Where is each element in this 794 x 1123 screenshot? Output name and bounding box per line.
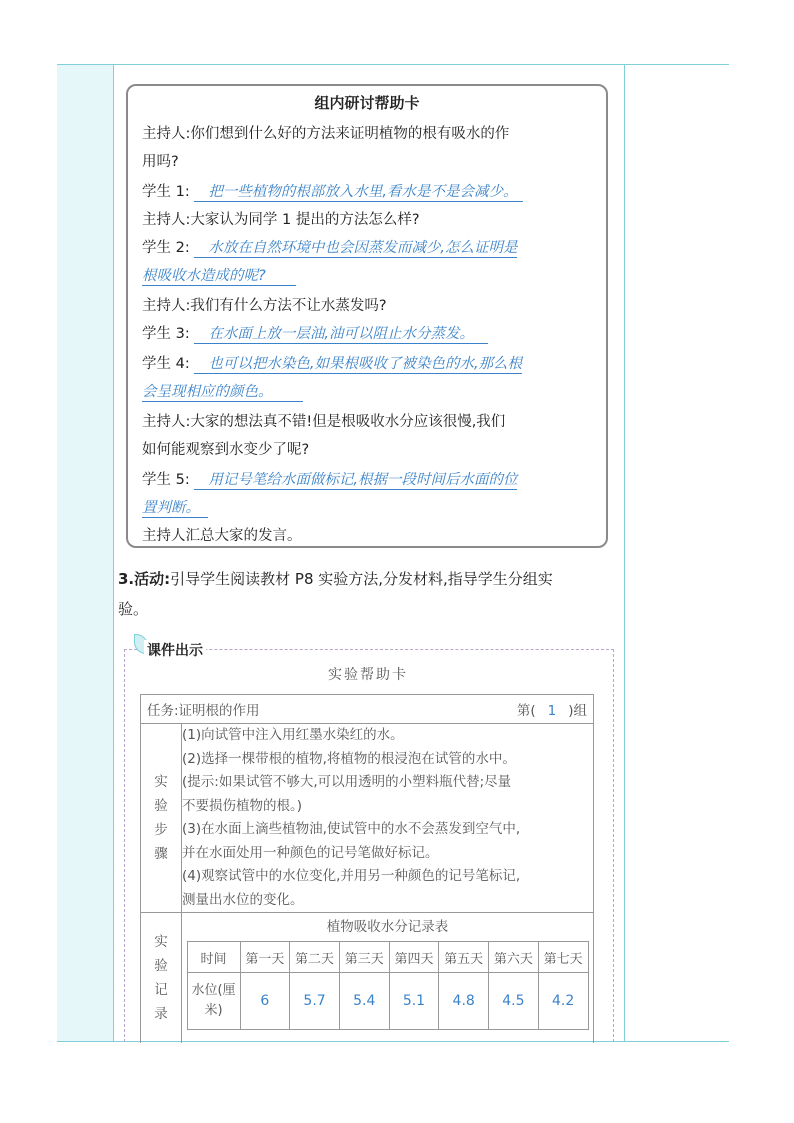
host-line-1b: 用吗? — [142, 154, 179, 170]
value-cell: 5.7 — [290, 973, 340, 1030]
header-cell: 时间 — [187, 942, 240, 973]
task-text: 任务:证明根的作用 — [147, 703, 260, 719]
activity-line-2: 验。 — [118, 600, 149, 618]
step-line: (2)选择一棵带根的植物,将植物的根浸泡在试管的水中。 — [182, 750, 516, 767]
group-number: 1 — [547, 703, 557, 719]
student-1-label: 学生 1: — [142, 184, 190, 200]
student-2-line-b — [142, 264, 296, 285]
activity-number: 3. — [118, 570, 135, 588]
student-3-answer: 在水面上放一层油,油可以阻止水分蒸发。 — [194, 326, 488, 344]
student-2-answer-b: 根吸收水造成的呢? — [142, 268, 296, 286]
row-label: 水位(厘米) — [187, 973, 240, 1030]
step-line: (1)向试管中注入用红墨水染红的水。 — [182, 727, 404, 743]
student-2-line — [142, 236, 517, 257]
student-4-line-b — [142, 380, 303, 401]
student-5-answer-b: 置判断。 — [142, 500, 208, 518]
value-cell: 4.2 — [538, 973, 588, 1030]
activity-label: 活动: — [134, 570, 171, 588]
value-cell: 4.8 — [439, 973, 489, 1030]
student-4-line — [142, 352, 522, 373]
header-cell: 第六天 — [489, 942, 539, 973]
student-4-label: 学生 4: — [142, 356, 190, 372]
left-divider — [113, 65, 114, 1041]
value-cell: 5.1 — [389, 973, 439, 1030]
host-line-1a: 主持人:你们想到什么好的方法来证明植物的根有吸水的作 — [142, 126, 510, 142]
activity-text-a: 引导学生阅读教材 P8 实验方法,分发材料,指导学生分组实 — [170, 570, 553, 588]
header-cell: 第五天 — [439, 942, 489, 973]
header-cell: 第二天 — [290, 942, 340, 973]
student-5-answer-a: 用记号笔给水面做标记,根据一段时间后水面的位 — [194, 472, 517, 490]
student-5-line — [142, 468, 517, 489]
table-top-border — [57, 64, 729, 65]
student-3-line — [142, 322, 488, 343]
activity-line-1 — [118, 568, 553, 589]
student-4-answer-a: 也可以把水染色,如果根吸收了被染色的水,那么根 — [194, 356, 522, 374]
host-line-3: 主持人:我们有什么方法不让水蒸发吗? — [142, 298, 387, 314]
host-line-4a: 主持人:大家的想法真不错!但是根吸收水分应该很慢,我们 — [142, 414, 506, 430]
experiment-card-table — [140, 694, 594, 1043]
record-header-row — [187, 942, 588, 973]
student-5-label: 学生 5: — [142, 472, 190, 488]
header-cell: 第三天 — [339, 942, 389, 973]
record-row — [141, 913, 594, 1044]
experiment-helper-title: 实验帮助卡 — [328, 667, 408, 683]
step-line: 并在水面处用一种颜色的记号笔做好标记。 — [182, 844, 439, 861]
header-cell: 第四天 — [389, 942, 439, 973]
step-line: 不要损伤植物的根。) — [182, 797, 303, 814]
student-2-answer-a: 水放在自然环境中也会因蒸发而减少,怎么证明是 — [194, 240, 517, 258]
student-1-answer: 把一些植物的根部放入水里,看水是不是会减少。 — [194, 184, 523, 202]
record-label: 实验记录 — [154, 934, 168, 1022]
student-4-answer-b: 会呈现相应的颜色。 — [142, 384, 303, 402]
water-level-row — [187, 973, 588, 1030]
host-line-2: 主持人:大家认为同学 1 提出的方法怎么样? — [142, 212, 420, 228]
student-1-line — [142, 180, 523, 201]
discussion-help-card — [126, 84, 608, 548]
courseware-label: 课件出示 — [144, 640, 206, 660]
student-3-label: 学生 3: — [142, 326, 190, 342]
card-title: 组内研讨帮助卡 — [314, 94, 420, 112]
step-line: (3)在水面上滴些植物油,使试管中的水不会蒸发到空气中, — [182, 821, 521, 837]
step-line: 测量出水位的变化。 — [182, 891, 304, 908]
record-table-title: 植物吸收水分记录表 — [326, 919, 449, 935]
value-cell: 4.5 — [489, 973, 539, 1030]
student-5-line-b — [142, 496, 208, 517]
water-record-table — [187, 941, 589, 1030]
steps-label: 实验步骤 — [154, 774, 168, 862]
right-divider — [624, 65, 625, 1041]
host-line-5: 主持人汇总大家的发言。 — [142, 528, 302, 544]
step-line: (4)观察试管中的水位变化,并用另一种颜色的记号笔标记, — [182, 868, 521, 884]
steps-row — [141, 724, 594, 913]
task-row — [141, 695, 594, 724]
value-cell: 6 — [240, 973, 290, 1030]
value-cell: 5.4 — [339, 973, 389, 1030]
header-cell: 第一天 — [240, 942, 290, 973]
host-line-4b: 如何能观察到水变少了呢? — [142, 442, 310, 458]
left-column — [57, 65, 113, 1041]
group-indicator: 第( 1 )组 — [516, 703, 587, 719]
header-cell: 第七天 — [538, 942, 588, 973]
step-line: (提示:如果试管不够大,可以用透明的小塑料瓶代替;尽量 — [182, 774, 512, 790]
student-2-label: 学生 2: — [142, 240, 190, 256]
